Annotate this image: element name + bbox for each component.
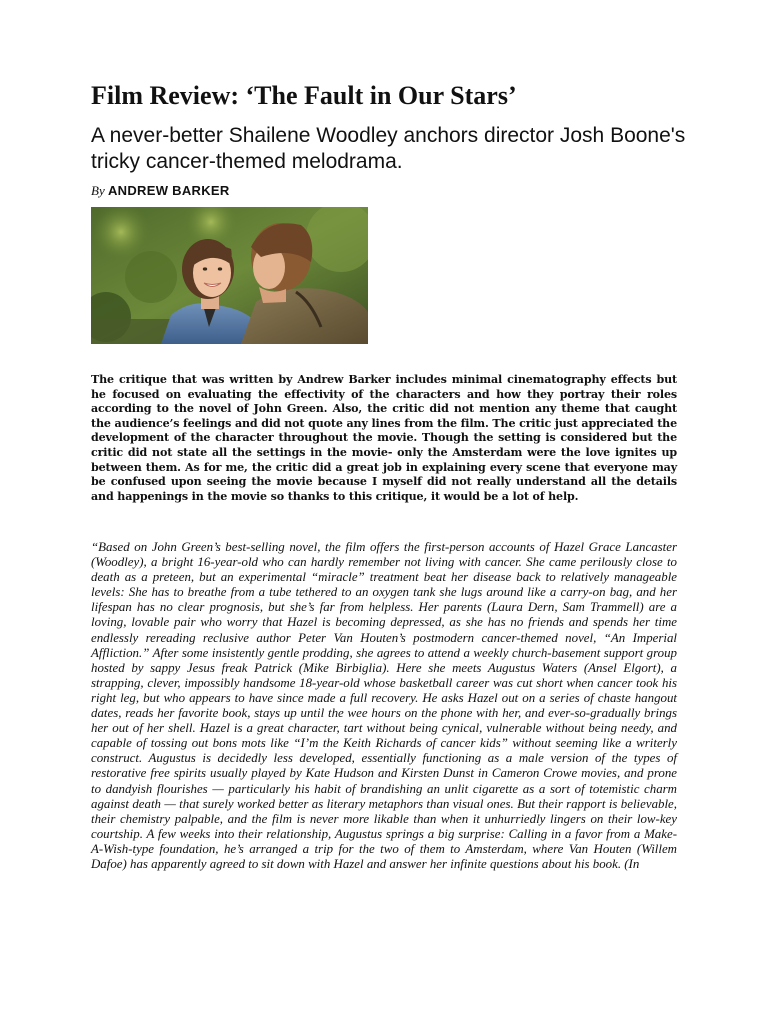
article-title: Film Review: ‘The Fault in Our Stars’ [91,81,517,110]
movie-still-photo [91,207,368,344]
author-name: ANDREW BARKER [107,183,230,198]
byline [91,183,230,199]
review-quote-paragraph: “Based on John Green’s best-selling novel, the film offers the first-person accounts of Hazel Grace Lancaster (Woodley), a bright 16-year-old who can hardly remember not living with cancer. She came perilously close to death as a preteen, but an experimental “miracle” treatment beat her disease back to relatively manageable levels: She has to breathe from a tube tethered to an oxygen tank she lugs around like a carry-on bag, and her lifespan has no clear prognosis, but she’s far from helpless. Her parents (Laura Dern, Sam Trammell) are a loving, lovable pair who worry that Hazel is becoming depressed, as she has no friends and spends her time endlessly rereading reclusive author Peter Van Houten’s postmodern cancer-themed novel, “An Imperial Affliction.” After some insistently gentle prodding, she agrees to attend a weekly church-basement support group hosted by sappy Jesus freak Patrick (Mike Birbiglia). Here she meets Augustus Waters (Ansel Elgort), a strapping, clever, impossibly handsome 18-year-old whose basketball career was cut short when cancer took his right leg, but who appears to have since made a full recovery. He asks Hazel out on a series of chaste hangout dates, reads her favorite book, stays up until the wee hours on the phone with her, and ever-so-gradually brings her out of her shell. Hazel is a great character, tart without being cynical, vulnerable without being needy, and capable of tossing out bons mots like “I’m the Keith Richards of cancer kids” without seeming like a writerly construct. Augustus is decidedly less developed, essentially functioning as a male version of the types of restorative free spirits usually played by Kate Hudson and Kirsten Dunst in Cameron Crowe movies, and prone to dandyish flourishes — particularly his habit of brandishing an unlit cigarette as a sort of totemistic charm against death — that surely worked better as literary metaphors than visual ones. But their rapport is believable, their chemistry palpable, and the film is never more likable than when it unhurriedly lingers on their low-key courtship. A few weeks into their relationship, Augustus springs a big surprise: Calling in a favor from a Make-A-Wish-type foundation, he’s arranged a trip for the two of them to Amsterdam, where Van Houten (Willem Dafoe) has apparently agreed to sit down with Hazel and answer her infinite questions about his book. (In [91,540,677,871]
article-subtitle: A never-better Shailene Woodley anchors director Josh Boone's tricky cancer-themed melodrama. [91,124,686,173]
critique-paragraph: The critique that was written by Andrew Barker includes minimal cinematography effects but he focused on evaluating the effectivity of the characters and how they portray their roles according to the novel of John Green. Also, the critic did not mention any theme that caught the audience’s feelings and did not quote any lines from the film. The critic just appreciated the development of the character throughout the movie. Though the setting is considered but the critic did not state all the settings in the movie- only the Amsterdam were the love ignites up between them. As for me, the critic did a great job in explaining every scene that everyone may be confused upon seeing the movie because I myself did not really understand all the details and happenings in the movie so thanks to this critique, it would be a lot of help. [91,373,677,503]
byline-prefix: By [91,183,105,198]
